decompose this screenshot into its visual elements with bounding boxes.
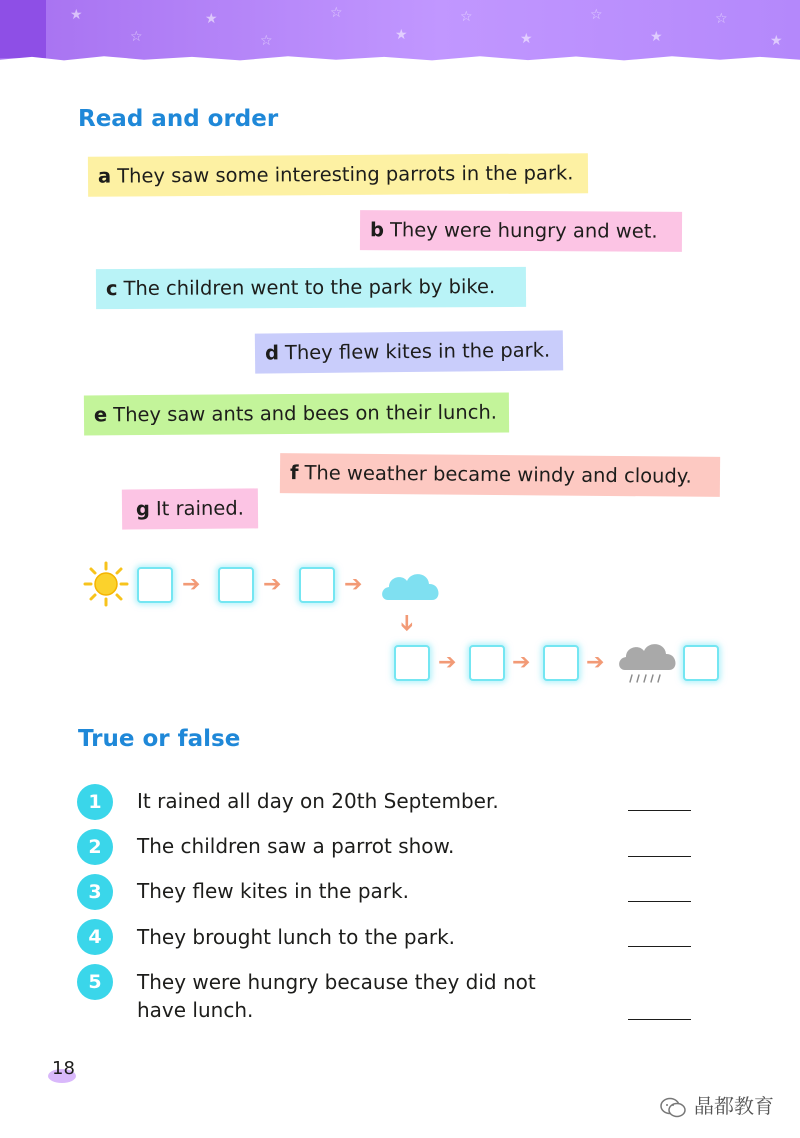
arrow-down-icon: ➔ xyxy=(394,613,420,633)
wechat-icon xyxy=(660,1097,686,1119)
arrow-right-icon: ➔ xyxy=(344,572,363,597)
star-decoration: ☆ xyxy=(715,11,728,27)
true-or-false-heading: True or false xyxy=(78,726,241,752)
order-strip-e xyxy=(84,393,509,436)
star-decoration: ★ xyxy=(205,11,218,27)
banner-tab xyxy=(0,0,46,58)
star-decoration: ☆ xyxy=(260,33,273,49)
watermark-text: 晶都教育 xyxy=(694,1094,774,1118)
question-text: They were hungry because they did not have lunch. xyxy=(137,970,536,1022)
star-decoration: ★ xyxy=(70,7,83,23)
strip-text: They saw ants and bees on their lunch. xyxy=(113,400,498,427)
answer-line[interactable] xyxy=(628,810,691,811)
star-decoration: ☆ xyxy=(460,9,473,25)
page-number: 18 xyxy=(52,1058,75,1079)
star-decoration: ★ xyxy=(520,31,533,47)
star-decoration: ☆ xyxy=(590,7,603,23)
watermark xyxy=(660,1090,774,1119)
answer-line[interactable] xyxy=(628,946,691,947)
sun-icon xyxy=(82,560,130,608)
strip-text: They were hungry and wet. xyxy=(389,218,658,243)
cloud-icon xyxy=(378,566,444,604)
arrow-right-icon: ➔ xyxy=(512,650,531,675)
order-strip-f xyxy=(280,453,720,497)
question-text: The children saw a parrot show. xyxy=(137,834,455,858)
read-and-order-heading: Read and order xyxy=(78,106,279,132)
rain-cloud-icon xyxy=(616,638,678,690)
strip-text: The children went to the park by bike. xyxy=(123,275,496,300)
question-text: It rained all day on 20th September. xyxy=(137,789,499,813)
strip-letter: a xyxy=(97,164,112,188)
answer-box[interactable] xyxy=(683,645,719,681)
answer-line[interactable] xyxy=(628,1019,691,1020)
question-number-badge: 3 xyxy=(77,874,113,910)
strip-letter: f xyxy=(289,461,299,485)
arrow-right-icon: ➔ xyxy=(263,572,282,597)
star-decoration: ★ xyxy=(770,33,783,49)
strip-text: It rained. xyxy=(155,496,244,521)
question-number-badge: 1 xyxy=(77,784,113,820)
order-strip-b xyxy=(360,210,682,252)
arrow-right-icon: ➔ xyxy=(438,650,457,675)
star-decoration: ☆ xyxy=(130,29,143,45)
answer-line[interactable] xyxy=(628,856,691,857)
strip-letter: d xyxy=(264,341,280,365)
answer-box[interactable] xyxy=(137,567,173,603)
question-text: They brought lunch to the park. xyxy=(137,925,456,949)
strip-letter: b xyxy=(369,218,385,242)
top-banner xyxy=(0,0,800,62)
answer-line[interactable] xyxy=(628,901,691,902)
arrow-right-icon: ➔ xyxy=(182,572,201,597)
question-number-badge: 4 xyxy=(77,919,113,955)
order-strip-c xyxy=(96,267,526,309)
star-decoration: ☆ xyxy=(330,5,343,21)
strip-text: The weather became windy and cloudy. xyxy=(304,461,692,488)
answer-box[interactable] xyxy=(299,567,335,603)
answer-box[interactable] xyxy=(469,645,505,681)
order-strip-a xyxy=(88,153,588,196)
strip-text: They saw some interesting parrots in the park. xyxy=(117,161,574,188)
strip-letter: c xyxy=(105,277,118,301)
banner-torn-edge xyxy=(0,52,800,62)
order-strip-g xyxy=(122,488,258,529)
strip-text: They flew kites in the park. xyxy=(284,338,551,365)
question-number-badge: 5 xyxy=(77,964,113,1000)
arrow-right-icon: ➔ xyxy=(586,650,605,675)
answer-box[interactable] xyxy=(394,645,430,681)
question-text: They flew kites in the park. xyxy=(137,879,409,903)
star-decoration: ★ xyxy=(650,29,663,45)
answer-box[interactable] xyxy=(543,645,579,681)
strip-letter: e xyxy=(93,403,108,427)
strip-letter: g xyxy=(135,497,151,521)
question-number-badge: 2 xyxy=(77,829,113,865)
star-decoration: ★ xyxy=(395,27,408,43)
answer-box[interactable] xyxy=(218,567,254,603)
order-strip-d xyxy=(255,330,563,373)
